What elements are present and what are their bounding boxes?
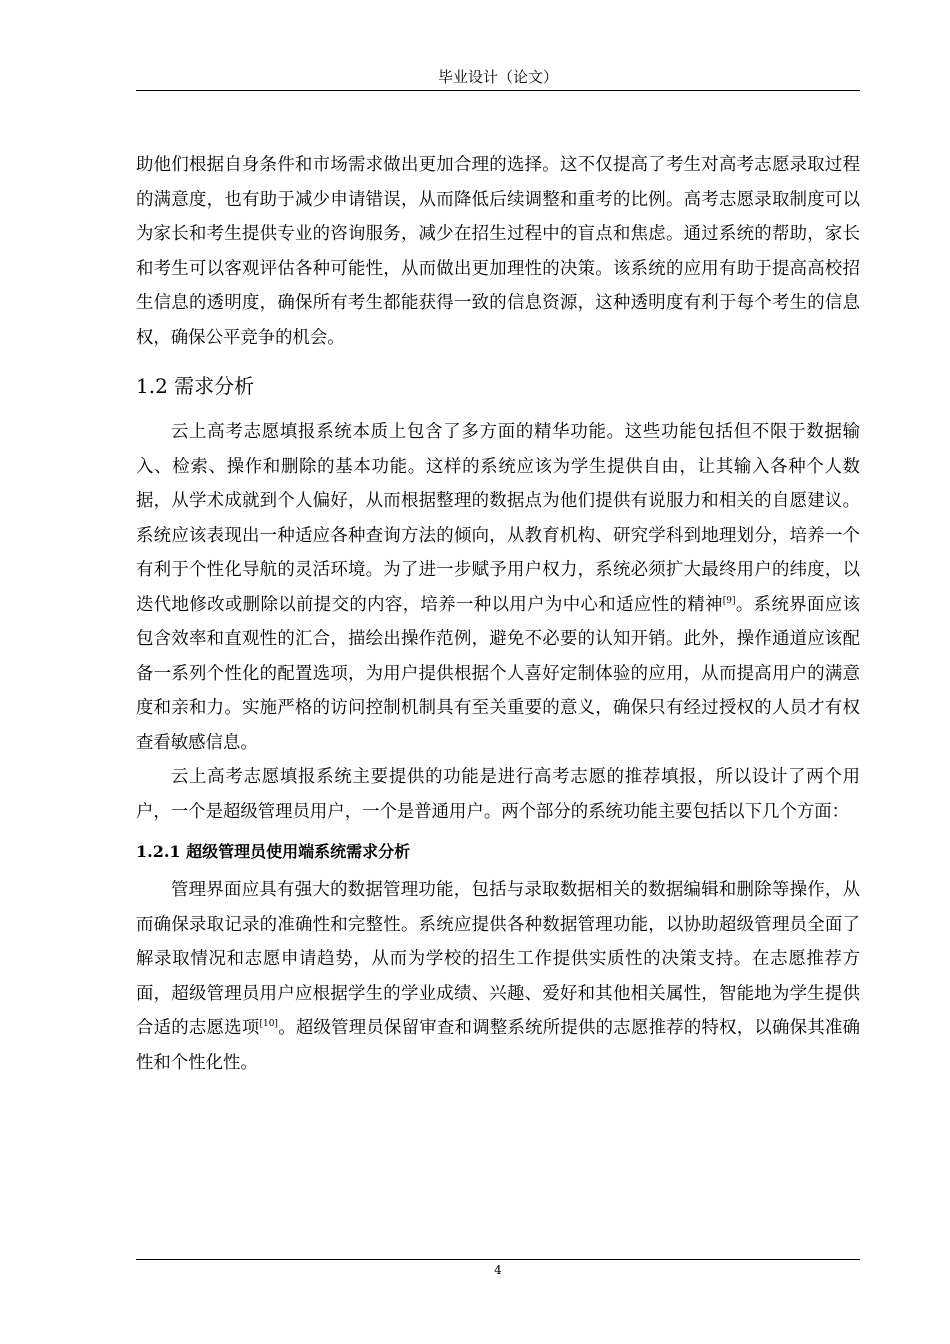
paragraph-continued: 助他们根据自身条件和市场需求做出更加合理的选择。这不仅提高了考生对高考志愿录取过程的满意度，也有助于减少申请错误，从而降低后续调整和重考的比例。高考志愿录取制度可以为家长和考生提供专业的咨询服务，减少在招生过程中的盲点和焦虑。通过系统的帮助，家长和考生可以客观评估各种可能性，从而做出更加理性的决策。该系统的应用有助于提高高校招生信息的透明度，确保所有考生都能获得一致的信息资源，这种透明度有利于每个考生的信息权，确保公平竞争的机会。: [136, 155, 860, 348]
header-title: 毕业设计（论文）: [437, 68, 558, 86]
paragraph-text: 管理界面应具有强大的数据管理功能，包括与录取数据相关的数据编辑和删除等操作，从而确保录取记录的准确性和完整性。系统应提供各种数据管理功能，以协助超级管理员全面了解录取情况和志愿申请趋势，从而为学校的招生工作提供实质性的决策支持。在志愿推荐方面，超级管理员用户应根据学生的学业成绩、兴趣、爱好和其他相关属性，智能地为学生提供合适的志愿选项: [136, 880, 860, 1038]
paragraph-text: 。系统界面应该包含效率和直观性的汇合，描绘出操作范例，避免不必要的认知开销。此外，操作通道应该配备一系列个性化的配置选项，为用户提供根据个人喜好定制体验的应用，从而提高用户的满意度和亲和力。实施严格的访问控制机制具有至关重要的意义，确保只有经过授权的人员才有权查看敏感信息。: [136, 594, 860, 753]
page-footer: [136, 1259, 860, 1280]
paragraph-text: 云上高考志愿填报系统本质上包含了多方面的精华功能。这些功能包括但不限于数据输入、检索、操作和删除的基本功能。这样的系统应该为学生提供自由，让其输入各种个人数据，从学术成就到个人偏好，从而根据整理的数据点为他们提供有说服力和相关的自愿建议。系统应该表现出一种适应各种查询方法的倾向，从教育机构、研究学科到地理划分，培养一个有利于个性化导航的灵活环境。为了进一步赋予用户权力，系统必须扩大最终用户的纬度，以迭代地修改或删除以前提交的内容，培养一种以用户为中心和适应性的精神: [136, 422, 860, 615]
citation-ref-9: [9]: [722, 595, 736, 606]
section-heading-1-2: 1.2 需求分析: [136, 374, 255, 398]
paragraph-requirements: [136, 415, 860, 760]
subsection-heading-1-2-1: 1.2.1 超级管理员使用端系统需求分析: [136, 842, 411, 861]
page-number: 4: [494, 1263, 502, 1277]
paragraph-functions: 云上高考志愿填报系统主要提供的功能是进行高考志愿的推荐填报，所以设计了两个用户，一个是超级管理员用户，一个是普通用户。两个部分的系统功能主要包括以下几个方面：: [136, 767, 860, 822]
paragraph-text: 。超级管理员保留审查和调整系统所提供的志愿推荐的特权，以确保其准确性和个性化性。: [136, 1018, 860, 1073]
citation-ref-10: [10]: [259, 1019, 278, 1030]
paragraph-admin: [136, 873, 860, 1080]
document-body: [136, 148, 860, 1080]
page-header: [136, 64, 860, 91]
